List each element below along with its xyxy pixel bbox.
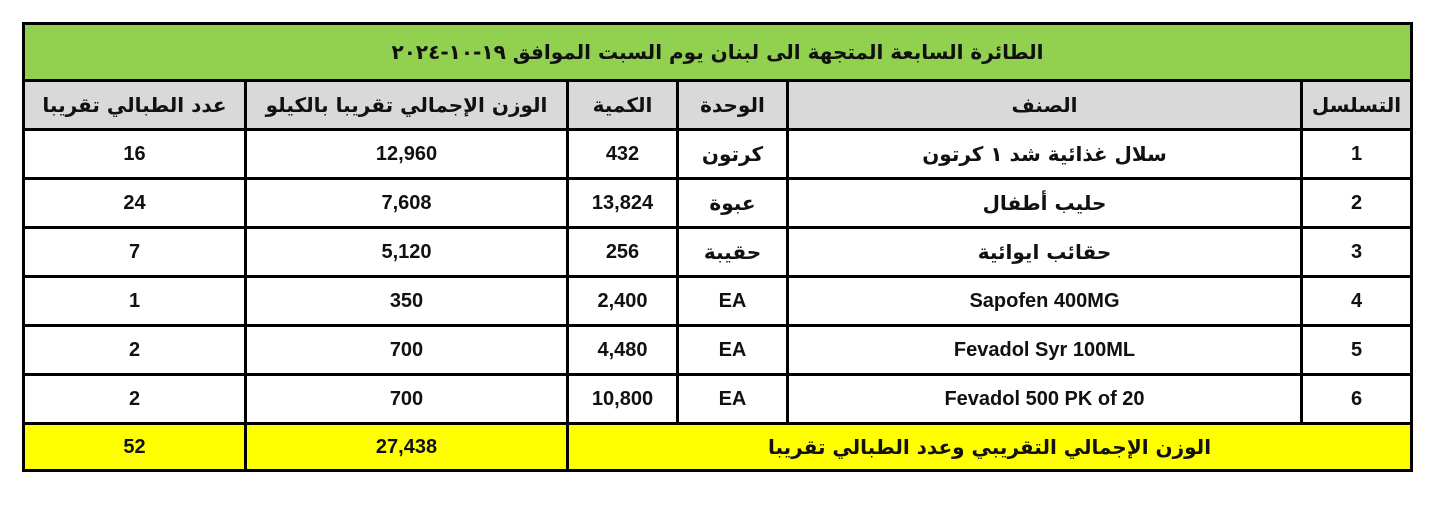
cell-pallets: 1 [24,277,246,326]
table-row [24,130,1412,179]
cell-unit: كرتون [678,130,788,179]
cell-unit: EA [678,277,788,326]
cell-item: Fevadol Syr 100ML [788,326,1302,375]
shipment-table [22,22,1413,472]
cell-pallets: 2 [24,375,246,424]
header-item: الصنف [788,81,1302,130]
cell-serial: 3 [1302,228,1412,277]
cell-serial: 1 [1302,130,1412,179]
cell-weight: 7,608 [246,179,568,228]
cell-weight: 12,960 [246,130,568,179]
table-title: الطائرة السابعة المتجهة الى لبنان يوم السبت الموافق ١٩-١٠-٢٠٢٤ [24,24,1412,81]
table-row [24,179,1412,228]
cell-serial: 6 [1302,375,1412,424]
cell-serial: 2 [1302,179,1412,228]
table-row [24,375,1412,424]
cell-item: حقائب ايوائية [788,228,1302,277]
table-row [24,326,1412,375]
header-weight: الوزن الإجمالي تقريبا بالكيلو [246,81,568,130]
cell-serial: 5 [1302,326,1412,375]
header-pallets: عدد الطبالي تقريبا [24,81,246,130]
cell-unit: EA [678,375,788,424]
cell-item: Sapofen 400MG [788,277,1302,326]
cell-item: سلال غذائية شد ١ كرتون [788,130,1302,179]
cell-item: Fevadol 500 PK of 20 [788,375,1302,424]
title-row [24,24,1412,81]
cell-quantity: 2,400 [568,277,678,326]
cell-unit: حقيبة [678,228,788,277]
cell-weight: 700 [246,375,568,424]
cell-unit: EA [678,326,788,375]
cell-pallets: 2 [24,326,246,375]
shipment-table-container [22,22,1412,472]
cell-serial: 4 [1302,277,1412,326]
cell-weight: 700 [246,326,568,375]
cell-quantity: 10,800 [568,375,678,424]
cell-quantity: 432 [568,130,678,179]
cell-quantity: 4,480 [568,326,678,375]
header-serial: التسلسل [1302,81,1412,130]
cell-quantity: 256 [568,228,678,277]
cell-pallets: 24 [24,179,246,228]
table-row [24,228,1412,277]
cell-pallets: 16 [24,130,246,179]
total-row [24,424,1412,471]
total-label: الوزن الإجمالي التقريبي وعدد الطبالي تقريبا [568,424,1412,471]
cell-pallets: 7 [24,228,246,277]
cell-quantity: 13,824 [568,179,678,228]
cell-item: حليب أطفال [788,179,1302,228]
table-row [24,277,1412,326]
header-row [24,81,1412,130]
total-pallets: 52 [24,424,246,471]
cell-weight: 350 [246,277,568,326]
total-weight: 27,438 [246,424,568,471]
header-quantity: الكمية [568,81,678,130]
cell-weight: 5,120 [246,228,568,277]
header-unit: الوحدة [678,81,788,130]
cell-unit: عبوة [678,179,788,228]
